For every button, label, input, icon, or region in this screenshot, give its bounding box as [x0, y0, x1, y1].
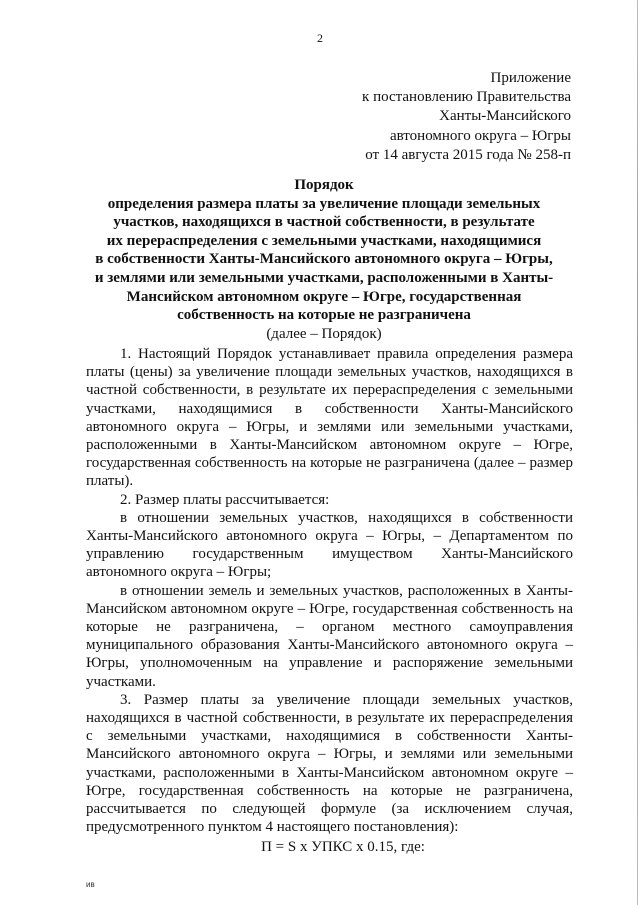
- paragraph-2: 2. Размер платы рассчитывается:: [120, 491, 330, 508]
- title-note: (далее – Порядок): [266, 325, 382, 342]
- title-line: и землями или земельными участками, расположенными в Ханты-: [94, 269, 554, 286]
- appendix-line: Приложение: [490, 70, 571, 86]
- appendix-line: Ханты-Мансийского: [439, 108, 571, 125]
- title-line: собственность на которые не разграничена: [177, 307, 471, 324]
- scan-edge: [637, 0, 638, 905]
- title-line: определения размера платы за увеличение площади земельных: [107, 195, 541, 212]
- paragraph-1: 1. Настоящий Порядок устанавливает правила определения размера платы (цены) за увеличение площади земельных участков, находящихся в частной собственности, в результате их перераспределения с земельными участками, находящимися в собственности Ханты-Мансийского автономного округа – Югры, и землями или земельными участками, расположенными в Ханты-Мансийском автономном округе – Югре, государственная собственность на которые не разграничена (далее – размер платы).: [86, 346, 573, 490]
- document-title: [74, 176, 574, 343]
- paragraph-2-item-1: в отношении земельных участков, находящихся в собственности Ханты-Мансийского автономного округа – Югры, – Департаментом по управлению государственным имуществом Ханты-Мансийского автономного округа – Югры;: [86, 509, 573, 581]
- paragraph-2-item-2: в отношении земель и земельных участков, расположенных в Ханты-Мансийском автономном округе – Югре, государственная собственность на которые не разграничена, – органом местного самоуправления муниципального образования Ханты-Мансийского автономного округа – Югры, уполномоченным на управление и распоряжение земельными участками.: [86, 582, 573, 690]
- title-line: их перераспределения с земельными участками, находящимися: [106, 232, 542, 249]
- title-line: Мансийском автономном округе – Югре, государственная: [126, 288, 522, 305]
- title-line: участков, находящихся в частной собственности, в результате: [113, 214, 535, 231]
- appendix-header: [362, 69, 571, 165]
- appendix-line: автономного округа – Югры: [389, 127, 571, 144]
- footer-code: ив: [86, 880, 95, 889]
- page-number: 2: [317, 31, 323, 45]
- title-line: в собственности Ханты-Мансийского автономного округа – Югры,: [95, 251, 553, 268]
- formula: П = S х УПКС х 0.15, где:: [261, 839, 425, 855]
- title-heading: Порядок: [294, 177, 354, 193]
- document-body: [86, 345, 573, 836]
- appendix-line: к постановлению Правительства: [362, 89, 571, 106]
- paragraph-3: 3. Размер платы за увеличение площади земельных участков, находящихся в частной собственности, в результате их перераспределения с земельными участками, находящимися в собственности Ханты-Мансийского автономного округа – Югры, и землями или земельными участками, расположенными в Ханты-Мансийском автономном округе – Югре, государственная собственность на которые не разграничена, рассчитывается по следующей формуле (за исключением случая, предусмотренного пунктом 4 настоящего постановления):: [86, 691, 573, 836]
- appendix-line: от 14 августа 2015 года № 258-п: [365, 146, 571, 163]
